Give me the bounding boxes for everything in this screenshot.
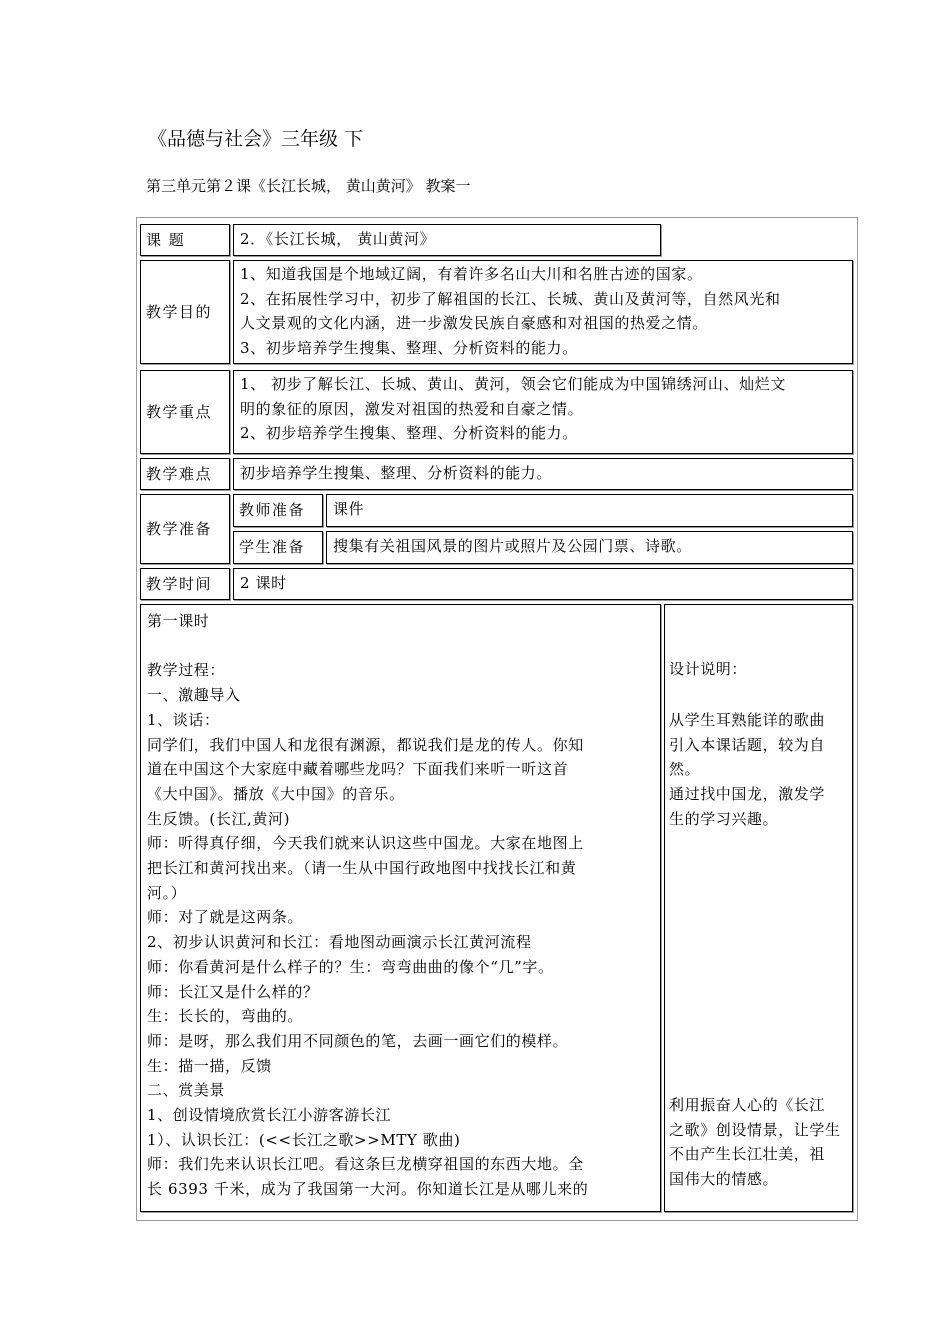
key-points-value — [233, 370, 853, 454]
key-points-label: 教学重点 — [140, 370, 230, 454]
student-prep-label: 学生准备 — [233, 531, 323, 564]
note-line: 利用振奋人心的《长江 — [669, 1096, 826, 1114]
note-line: 生的学习兴趣。 — [669, 809, 779, 828]
process-line: 2、初步认识黄河和长江：看地图动画演示长江黄河流程 — [147, 933, 532, 952]
process-line: 1）、认识长江：(<<长江之歌>>MTY 歌曲) — [147, 1130, 461, 1149]
note-line: 通过找中国龙，激发学 — [669, 785, 826, 804]
notes-heading: 设计说明： — [669, 660, 748, 678]
process-line: 1、谈话： — [147, 710, 220, 729]
document-title: 《品德与社会》三年级 下 — [148, 128, 364, 150]
process-line: 生：长长的，弯曲的。 — [147, 1007, 304, 1026]
process-line: 长 6393 千米，成为了我国第一大河。你知道长江是从哪儿来的 — [147, 1180, 589, 1199]
lesson-subtitle: 第三单元第２课《长江长城， 黄山黄河》 教案一 — [146, 177, 471, 195]
design-notes — [664, 604, 853, 1212]
process-line — [147, 634, 654, 659]
process-line: 河。） — [147, 883, 187, 902]
process-line: 师：是呀，那么我们用不同颜色的笔，去画一画它们的模样。 — [147, 1031, 569, 1050]
goals-line: 2、在拓展性学习中，初步了解祖国的长江、长城、黄山及黄河等，自然风光和 — [240, 289, 781, 308]
key-points-line: 明的象征的原因，激发对祖国的热爱和自豪之情。 — [240, 399, 584, 418]
process-line: 1、创设情境欣赏长江小游客游长江 — [147, 1106, 392, 1125]
note-line: 从学生耳熟能详的歌曲 — [669, 711, 826, 729]
teacher-prep-label: 教师准备 — [233, 494, 323, 527]
process-line: 师：听得真仔细，今天我们就来认识这些中国龙。大家在地图上 — [147, 834, 584, 853]
goals-value — [233, 260, 853, 364]
process-line: 《大中国》。播放《大中国》的音乐。 — [147, 784, 405, 803]
process-line: 第一课时 — [147, 612, 210, 630]
difficulty-value: 初步培养学生搜集、整理、分析资料的能力。 — [233, 458, 853, 490]
note-line: 不由产生长江壮美，祖 — [669, 1145, 826, 1164]
student-prep-value: 搜集有关祖国风景的图片或照片及公园门票、诗歌。 — [326, 531, 853, 564]
teacher-prep-value: 课件 — [326, 494, 853, 527]
process-line: 生反馈。(长江,黄河) — [147, 809, 291, 828]
key-points-line: 2、初步培养学生搜集、整理、分析资料的能力。 — [240, 424, 578, 443]
process-line: 师：你看黄河是什么样子的？生：弯弯曲曲的像个“几”字。 — [147, 957, 554, 976]
teaching-process — [140, 604, 661, 1212]
preparation-label: 教学准备 — [140, 494, 230, 564]
note-line: 之歌》创设情景，让学生 — [669, 1120, 841, 1139]
key-points-line: 1、 初步了解长江、长城、黄山、黄河，领会它们能成为中国锦绣河山、灿烂文 — [240, 375, 786, 393]
process-line: 同学们，我们中国人和龙很有渊源，都说我们是龙的传人。你知 — [147, 735, 584, 754]
process-line: 生：描一描，反馈 — [147, 1056, 272, 1075]
goals-label: 教学目的 — [140, 260, 230, 364]
goals-line: 人文景观的文化内涵，进一步激发民族自豪感和对祖国的热爱之情。 — [240, 314, 709, 333]
topic-label: 课 题 — [140, 224, 230, 256]
topic-value: 2．《长江长城， 黄山黄河》 — [233, 224, 661, 256]
process-line: 师：我们先来认识长江吧。看这条巨龙横穿祖国的东西大地。全 — [147, 1155, 584, 1174]
note-line: 引入本课话题，较为自 — [669, 735, 826, 754]
goals-line: 1、知道我国是个地域辽阔，有着许多名山大川和名胜古迹的国家。 — [240, 265, 703, 283]
difficulty-label: 教学难点 — [140, 458, 230, 490]
process-line: 把长江和黄河找出来。（请一生从中国行政地图中找找长江和黄 — [147, 859, 577, 878]
note-line: 国伟大的情感。 — [669, 1170, 779, 1189]
note-line: 然。 — [669, 760, 701, 779]
time-value: 2 课时 — [233, 568, 853, 600]
process-line: 师：对了就是这两条。 — [147, 908, 304, 927]
process-line: 一、激趣导入 — [147, 686, 241, 705]
process-line: 教学过程： — [147, 661, 226, 680]
process-line: 二、赏美景 — [147, 1081, 226, 1100]
time-label: 教学时间 — [140, 568, 230, 600]
process-line: 师：长江又是什么样的？ — [147, 982, 319, 1001]
process-line: 道在中国这个大家庭中藏着哪些龙吗？下面我们来听一听这首 — [147, 760, 569, 779]
goals-line: 3、初步培养学生搜集、整理、分析资料的能力。 — [240, 339, 578, 358]
